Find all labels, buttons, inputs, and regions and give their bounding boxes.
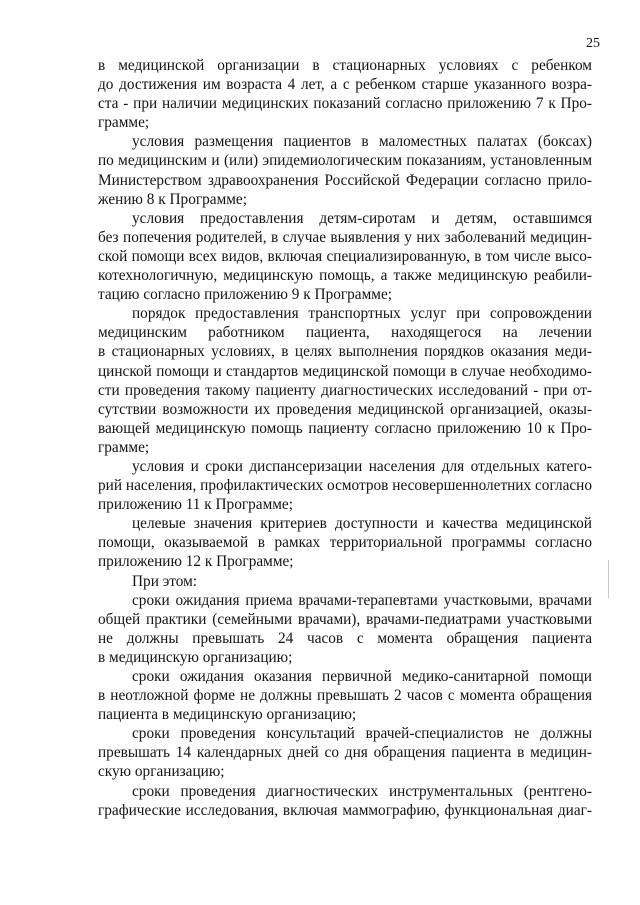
text-line: грамме; xyxy=(98,438,150,456)
text-line: помощи, оказываемой в рамках территориальной программы согласно xyxy=(98,534,592,552)
text-line: превышать 14 календарных дней со дня обращения пациента в медицин- xyxy=(98,744,592,762)
text-line: по медицинским и (или) эпидемиологическим показаниям, установленным xyxy=(98,152,592,170)
text-line: вающей медицинскую помощь пациенту согласно приложению 10 к Про- xyxy=(98,419,592,437)
text-line: в медицинскую организацию; xyxy=(98,648,293,666)
text-line: сроки ожидания приема врачами-терапевтами участковыми, врачами xyxy=(132,591,592,609)
text-line: ста - при наличии медицинских показаний согласно приложению 7 к Про- xyxy=(98,95,592,113)
text-line: тацию согласно приложению 9 к Программе; xyxy=(98,286,392,304)
text-line: сроки проведения диагностических инструментальных (рентгено- xyxy=(132,782,592,800)
text-line: в стационарных условиях, в целях выполнения порядков оказания меди- xyxy=(98,343,592,361)
text-line: грамме; xyxy=(98,114,150,132)
text-line: графические исследования, включая маммографию, функциональная диаг- xyxy=(98,801,592,819)
text-line: в неотложной форме не должны превышать 2 часов с момента обращения xyxy=(98,687,592,705)
text-line: в медицинской организации в стационарных условиях с ребенком xyxy=(98,57,592,74)
text-line: приложению 12 к Программе; xyxy=(98,553,294,571)
text-line: рий населения, профилактических осмотров несовершеннолетних согласно xyxy=(98,477,592,495)
text-line: сроки ожидания оказания первичной медико-санитарной помощи xyxy=(132,668,592,685)
text-line: сутствии возможности их проведения медицинской организацией, оказы- xyxy=(98,400,592,418)
text-line: порядок предоставления транспортных услуг при сопровождении xyxy=(132,305,592,323)
text-line: приложению 11 к Программе; xyxy=(98,496,293,514)
text-line: ской помощи всех видов, включая специализированную, в том числе высо- xyxy=(98,247,592,265)
page-number: 25 xyxy=(586,36,600,51)
text-line: условия и сроки диспансеризации населения для отдельных катего- xyxy=(132,457,592,475)
text-line: пациента в медицинскую организацию; xyxy=(98,706,357,724)
text-line: до достижения им возраста 4 лет, а с ребенком старше указанного возра- xyxy=(98,76,592,94)
text-line: котехнологичную, медицинскую помощь, а также медицинскую реабили- xyxy=(98,267,592,285)
document-body xyxy=(98,56,592,820)
text-line: медицинским работником пациента, находящегося на лечении xyxy=(98,324,592,342)
text-line: условия предоставления детям-сиротам и детям, оставшимся xyxy=(132,209,592,227)
text-line: цинской помощи и стандартов медицинской помощи в случае необходимо- xyxy=(98,362,592,380)
text-line: сроки проведения консультаций врачей-специалистов не должны xyxy=(132,725,592,743)
text-line: скую организацию; xyxy=(98,763,225,781)
text-line: не должны превышать 24 часов с момента обращения пациента xyxy=(98,629,592,647)
text-line: целевые значения критериев доступности и качества медицинской xyxy=(132,515,592,533)
text-line: Министерством здравоохранения Российской Федерации согласно прило- xyxy=(98,171,592,189)
text-line: При этом: xyxy=(132,572,198,590)
text-line: без попечения родителей, в случае выявления у них заболеваний медицин- xyxy=(98,228,592,246)
margin-mark xyxy=(608,560,609,598)
text-line: условия размещения пациентов в маломестных палатах (боксах) xyxy=(132,133,592,151)
text-line: сти проведения такому пациенту диагностических исследований - при от- xyxy=(98,381,592,399)
text-line: жению 8 к Программе; xyxy=(98,190,247,208)
text-line: общей практики (семейными врачами), врачами-педиатрами участковыми xyxy=(98,610,592,628)
